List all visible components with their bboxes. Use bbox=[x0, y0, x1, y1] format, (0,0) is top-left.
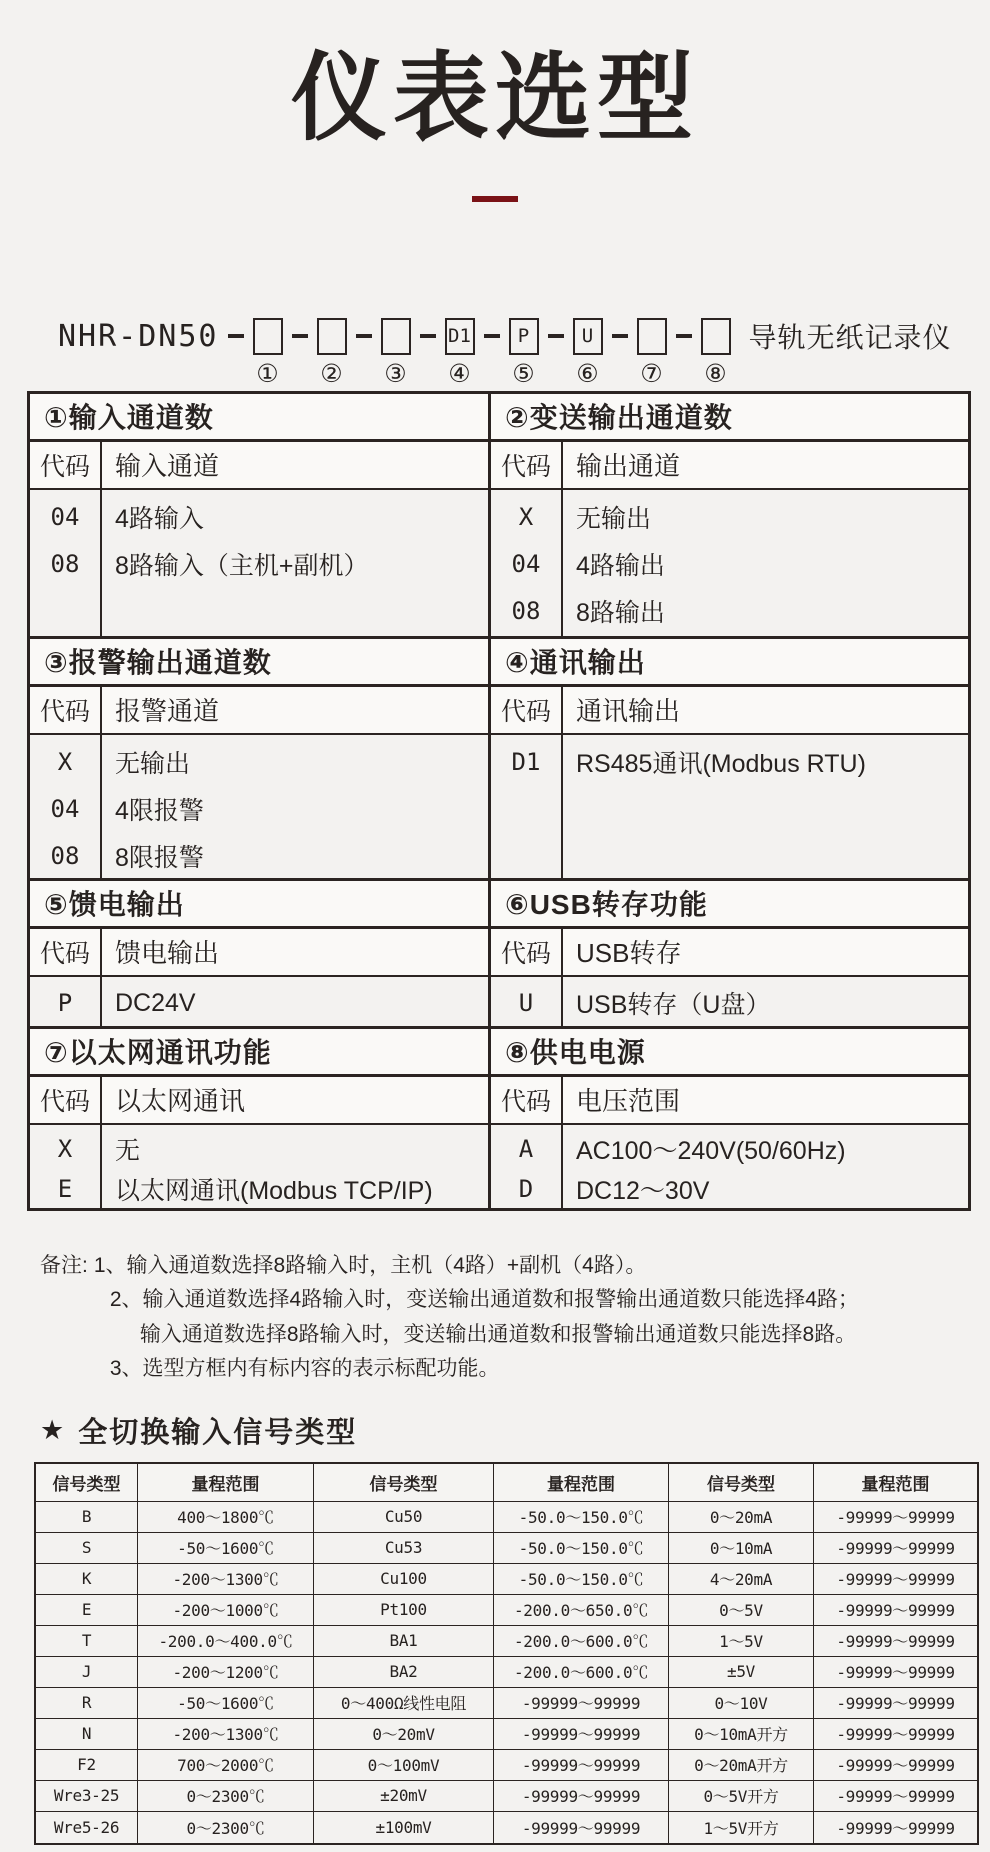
signal-range-cell: -99999～99999 bbox=[494, 1812, 669, 1843]
section-title: ⑦以太网通讯功能 bbox=[30, 1029, 488, 1077]
signal-range-cell: -99999～99999 bbox=[814, 1781, 977, 1812]
section-grid bbox=[30, 687, 488, 878]
signal-range-cell: -200.0～400.0℃ bbox=[138, 1626, 314, 1657]
model-box-empty bbox=[317, 318, 347, 355]
model-position-number: ④ bbox=[448, 359, 471, 388]
selection-section-1 bbox=[30, 394, 491, 636]
signal-range-cell: -200～1000℃ bbox=[138, 1595, 314, 1626]
signal-type-cell: ±5V bbox=[669, 1657, 814, 1688]
section-title: ③报警输出通道数 bbox=[30, 639, 488, 687]
model-separator-dash bbox=[676, 334, 692, 338]
signal-type-cell: BA2 bbox=[314, 1657, 494, 1688]
signal-type-cell: 4～20mA bbox=[669, 1564, 814, 1595]
code-column-header: 代码 bbox=[30, 442, 102, 490]
model-separator-dash bbox=[292, 334, 308, 338]
signal-type-cell: K bbox=[36, 1564, 138, 1595]
code-column-header: 代码 bbox=[491, 687, 563, 735]
signal-range-cell: -200.0～600.0℃ bbox=[494, 1657, 669, 1688]
section-grid bbox=[491, 687, 968, 878]
value-column-body bbox=[102, 735, 488, 880]
signal-range-cell: -50.0～150.0℃ bbox=[494, 1564, 669, 1595]
signal-type-cell: 0～20mA开方 bbox=[669, 1750, 814, 1781]
signal-heading-text: 全切换输入信号类型 bbox=[78, 1417, 358, 1450]
selection-section-3 bbox=[30, 636, 491, 878]
selection-section-2 bbox=[491, 394, 968, 636]
signal-type-cell: ±20mV bbox=[314, 1781, 494, 1812]
code-value: X bbox=[57, 1134, 73, 1163]
signal-range-cell: -200～1300℃ bbox=[138, 1719, 314, 1750]
signal-type-cell: 0～400Ω线性电阻 bbox=[314, 1688, 494, 1719]
code-description: 8路输出 bbox=[576, 599, 665, 628]
signal-type-cell: 0～10mA bbox=[669, 1533, 814, 1564]
signal-type-cell: B bbox=[36, 1502, 138, 1533]
signal-range-cell: -99999～99999 bbox=[814, 1688, 977, 1719]
signal-column-header: 量程范围 bbox=[494, 1464, 669, 1502]
signal-column-header: 量程范围 bbox=[814, 1464, 977, 1502]
code-value: D bbox=[518, 1174, 534, 1203]
code-description: 无 bbox=[115, 1136, 141, 1165]
signal-type-cell: Pt100 bbox=[314, 1595, 494, 1626]
signal-range-cell: -99999～99999 bbox=[836, 1818, 955, 1838]
code-column-header: 代码 bbox=[30, 929, 102, 977]
model-box-empty bbox=[637, 318, 667, 355]
model-separator-dash bbox=[548, 334, 564, 338]
signal-range-cell: -99999～99999 bbox=[814, 1533, 977, 1564]
signal-range-cell: -50.0～150.0℃ bbox=[494, 1502, 669, 1533]
selection-section-6 bbox=[491, 878, 968, 1026]
code-description: 无输出 bbox=[115, 750, 191, 779]
section-title: ⑥USB转存功能 bbox=[491, 881, 968, 929]
signal-range-cell: -99999～99999 bbox=[494, 1750, 669, 1781]
model-box-value: P bbox=[509, 318, 539, 355]
section-title: ①输入通道数 bbox=[30, 394, 488, 442]
value-column-header: 输入通道 bbox=[102, 442, 488, 490]
selection-table bbox=[27, 391, 971, 1211]
signal-range-cell: -200.0～600.0℃ bbox=[494, 1626, 669, 1657]
code-column-header: 代码 bbox=[30, 687, 102, 735]
value-column-body bbox=[563, 490, 968, 636]
notes bbox=[40, 1249, 990, 1387]
section-grid bbox=[30, 442, 488, 636]
value-column-header: 电压范围 bbox=[563, 1077, 968, 1125]
code-value: 04 bbox=[50, 503, 80, 532]
signal-type-cell: 0～10mA开方 bbox=[669, 1719, 814, 1750]
code-description: DC12～30V bbox=[576, 1176, 710, 1205]
star-icon: ★ bbox=[40, 1415, 65, 1446]
signal-range-cell: -99999～99999 bbox=[494, 1781, 669, 1812]
signal-range-cell: -99999～99999 bbox=[814, 1502, 977, 1533]
signal-range-cell: -99999～99999 bbox=[494, 1719, 669, 1750]
signal-column-header: 信号类型 bbox=[36, 1464, 138, 1502]
code-column-header: 代码 bbox=[491, 1077, 563, 1125]
code-description: 8路输入（主机+副机） bbox=[115, 552, 369, 581]
code-value: 04 bbox=[511, 550, 541, 579]
code-description: RS485通讯(Modbus RTU) bbox=[576, 750, 866, 779]
signal-type-cell: ±100mV bbox=[314, 1812, 494, 1843]
signal-type-cell: 0～5V bbox=[669, 1595, 814, 1626]
signal-type-cell: R bbox=[36, 1688, 138, 1719]
signal-type-cell: Cu50 bbox=[314, 1502, 494, 1533]
model-position-number: ① bbox=[256, 359, 279, 388]
code-column-body bbox=[491, 1125, 563, 1209]
signal-type-cell: Wre5-26 bbox=[36, 1812, 138, 1843]
section-grid bbox=[30, 1077, 488, 1208]
value-column-header: 通讯输出 bbox=[563, 687, 968, 735]
section-title: ④通讯输出 bbox=[491, 639, 968, 687]
signal-range-cell: 400～1800℃ bbox=[138, 1502, 314, 1533]
signal-type-cell: J bbox=[36, 1657, 138, 1688]
model-box-5 bbox=[509, 318, 539, 388]
value-column-body bbox=[563, 977, 968, 1026]
signal-range-cell: -99999～99999 bbox=[494, 1688, 669, 1719]
model-box-value: D1 bbox=[445, 318, 475, 355]
model-separator-dash bbox=[612, 334, 628, 338]
value-column-header: 以太网通讯 bbox=[102, 1077, 488, 1125]
signal-range-cell: 0～2300℃ bbox=[138, 1781, 314, 1812]
notes-label: 备注: bbox=[40, 1253, 88, 1277]
section-title: ②变送输出通道数 bbox=[491, 394, 968, 442]
signal-range-cell: -50～1600℃ bbox=[138, 1533, 314, 1564]
selection-section-5 bbox=[30, 878, 491, 1026]
value-column-header: USB转存 bbox=[563, 929, 968, 977]
model-box-3 bbox=[381, 318, 411, 388]
value-column-body bbox=[563, 1125, 968, 1209]
note-line: 3、选型方框内有标内容的表示标配功能。 bbox=[109, 1357, 500, 1381]
section-grid bbox=[491, 1077, 968, 1208]
code-value: 04 bbox=[50, 795, 80, 824]
signal-range-cell: -50～1600℃ bbox=[138, 1688, 314, 1719]
signal-type-cell: 0～20mA bbox=[669, 1502, 814, 1533]
model-box-2 bbox=[317, 318, 347, 388]
signal-type-cell: 0～10V bbox=[669, 1688, 814, 1719]
signal-table bbox=[34, 1462, 979, 1845]
code-column-body bbox=[491, 490, 563, 636]
model-position-number: ③ bbox=[384, 359, 407, 388]
signal-range-cell: -200.0～650.0℃ bbox=[494, 1595, 669, 1626]
code-value: 08 bbox=[50, 842, 80, 871]
model-box-8 bbox=[701, 318, 731, 388]
code-column-body bbox=[30, 977, 102, 1026]
signal-type-cell: Cu100 bbox=[314, 1564, 494, 1595]
code-column-body bbox=[491, 977, 563, 1026]
section-title: ⑧供电电源 bbox=[491, 1029, 968, 1077]
model-separator-dash bbox=[356, 334, 372, 338]
model-position-number: ⑧ bbox=[704, 359, 727, 388]
selection-section-7 bbox=[30, 1026, 491, 1208]
code-value: D1 bbox=[511, 748, 541, 777]
value-column-header: 报警通道 bbox=[102, 687, 488, 735]
signal-range-cell: -99999～99999 bbox=[814, 1595, 977, 1626]
model-box-empty bbox=[253, 318, 283, 355]
model-prefix: NHR-DN50 bbox=[58, 318, 219, 354]
model-box-empty bbox=[381, 318, 411, 355]
code-value: 08 bbox=[511, 597, 541, 626]
signal-range-cell: -200～1200℃ bbox=[138, 1657, 314, 1688]
signal-range-cell: -99999～99999 bbox=[814, 1750, 977, 1781]
code-description: 以太网通讯(Modbus TCP/IP) bbox=[115, 1176, 433, 1205]
signal-type-cell: 0～5V开方 bbox=[669, 1781, 814, 1812]
code-description: 4路输出 bbox=[576, 552, 665, 581]
code-value: X bbox=[57, 748, 73, 777]
code-value: P bbox=[57, 989, 73, 1018]
signal-range-cell: -99999～99999 bbox=[814, 1719, 977, 1750]
model-box-1 bbox=[253, 318, 283, 388]
value-column-header: 输出通道 bbox=[563, 442, 968, 490]
code-value: 08 bbox=[50, 550, 80, 579]
signal-range-cell: -50.0～150.0℃ bbox=[494, 1533, 669, 1564]
signal-type-cell: BA1 bbox=[314, 1626, 494, 1657]
signal-type-cell: E bbox=[36, 1595, 138, 1626]
value-column-header: 馈电输出 bbox=[102, 929, 488, 977]
page-title: 仪表选型 bbox=[291, 45, 699, 152]
model-position-number: ⑥ bbox=[576, 359, 599, 388]
code-column-body bbox=[30, 490, 102, 636]
code-column-body bbox=[30, 735, 102, 880]
model-box-empty bbox=[701, 318, 731, 355]
signal-type-cell: 1～5V开方 bbox=[669, 1812, 814, 1843]
code-value: A bbox=[518, 1134, 534, 1163]
selection-section-8 bbox=[491, 1026, 968, 1208]
section-grid bbox=[30, 929, 488, 1026]
code-description: 无输出 bbox=[576, 505, 652, 534]
signal-type-cell: 0～100mV bbox=[314, 1750, 494, 1781]
signal-type-cell: 0～20mV bbox=[314, 1719, 494, 1750]
code-value: X bbox=[518, 503, 534, 532]
code-description: 4路输入 bbox=[115, 505, 204, 534]
code-column-header: 代码 bbox=[30, 1077, 102, 1125]
model-box-6 bbox=[573, 318, 603, 388]
signal-heading bbox=[40, 1413, 990, 1449]
code-column-body bbox=[30, 1125, 102, 1209]
signal-type-cell: S bbox=[36, 1533, 138, 1564]
model-box-7 bbox=[637, 318, 667, 388]
signal-type-cell: Wre3-25 bbox=[36, 1781, 138, 1812]
signal-range-cell: -200～1300℃ bbox=[138, 1564, 314, 1595]
code-column-header: 代码 bbox=[491, 442, 563, 490]
code-description: 8限报警 bbox=[115, 844, 204, 873]
signal-column-header: 信号类型 bbox=[669, 1464, 814, 1502]
value-column-body bbox=[563, 735, 968, 878]
section-title: ⑤馈电输出 bbox=[30, 881, 488, 929]
model-box-4 bbox=[445, 318, 475, 388]
model-box-value: U bbox=[573, 318, 603, 355]
signal-range-cell: -99999～99999 bbox=[814, 1564, 977, 1595]
signal-type-cell: 1～5V bbox=[669, 1626, 814, 1657]
signal-column-header: 信号类型 bbox=[314, 1464, 494, 1502]
signal-range-cell: -99999～99999 bbox=[814, 1657, 977, 1688]
signal-type-cell: F2 bbox=[36, 1750, 138, 1781]
title-divider bbox=[472, 196, 518, 202]
model-suffix: 导轨无纸记录仪 bbox=[748, 322, 952, 354]
notes-lines bbox=[94, 1249, 859, 1387]
selection-section-4 bbox=[491, 636, 968, 878]
value-column-body bbox=[102, 977, 488, 1026]
model-position-number: ⑤ bbox=[512, 359, 535, 388]
value-column-body bbox=[102, 1125, 488, 1209]
code-value: E bbox=[57, 1174, 73, 1203]
model-code-line bbox=[58, 318, 990, 388]
note-line: 输入通道数选择8路输入时，变送输出通道数和报警输出通道数只能选择8路。 bbox=[139, 1322, 857, 1346]
code-value: U bbox=[518, 989, 534, 1018]
section-grid bbox=[491, 929, 968, 1026]
code-column-body bbox=[491, 735, 563, 878]
code-column-header: 代码 bbox=[491, 929, 563, 977]
signal-type-cell: Cu53 bbox=[314, 1533, 494, 1564]
signal-range-cell: 0～2300℃ bbox=[138, 1812, 314, 1843]
code-description: USB转存（U盘） bbox=[576, 991, 771, 1020]
section-grid bbox=[491, 442, 968, 636]
signal-column-header: 量程范围 bbox=[138, 1464, 314, 1502]
code-description: AC100～240V(50/60Hz) bbox=[576, 1136, 846, 1165]
code-description: 4限报警 bbox=[115, 797, 204, 826]
signal-range-cell: 700～2000℃ bbox=[138, 1750, 314, 1781]
signal-type-cell: N bbox=[36, 1719, 138, 1750]
model-separator-dash bbox=[420, 334, 436, 338]
model-separator-dash bbox=[484, 334, 500, 338]
model-position-number: ② bbox=[320, 359, 343, 388]
model-separator-dash bbox=[228, 334, 244, 338]
note-line: 1、输入通道数选择8路输入时，主机（4路）+副机（4路）。 bbox=[93, 1253, 647, 1277]
code-description: DC24V bbox=[115, 988, 196, 1017]
model-position-number: ⑦ bbox=[640, 359, 663, 388]
value-column-body bbox=[102, 490, 488, 636]
signal-range-cell: -99999～99999 bbox=[814, 1626, 977, 1657]
note-line: 2、输入通道数选择4路输入时，变送输出通道数和报警输出通道数只能选择4路； bbox=[109, 1288, 859, 1312]
signal-type-cell: T bbox=[36, 1626, 138, 1657]
